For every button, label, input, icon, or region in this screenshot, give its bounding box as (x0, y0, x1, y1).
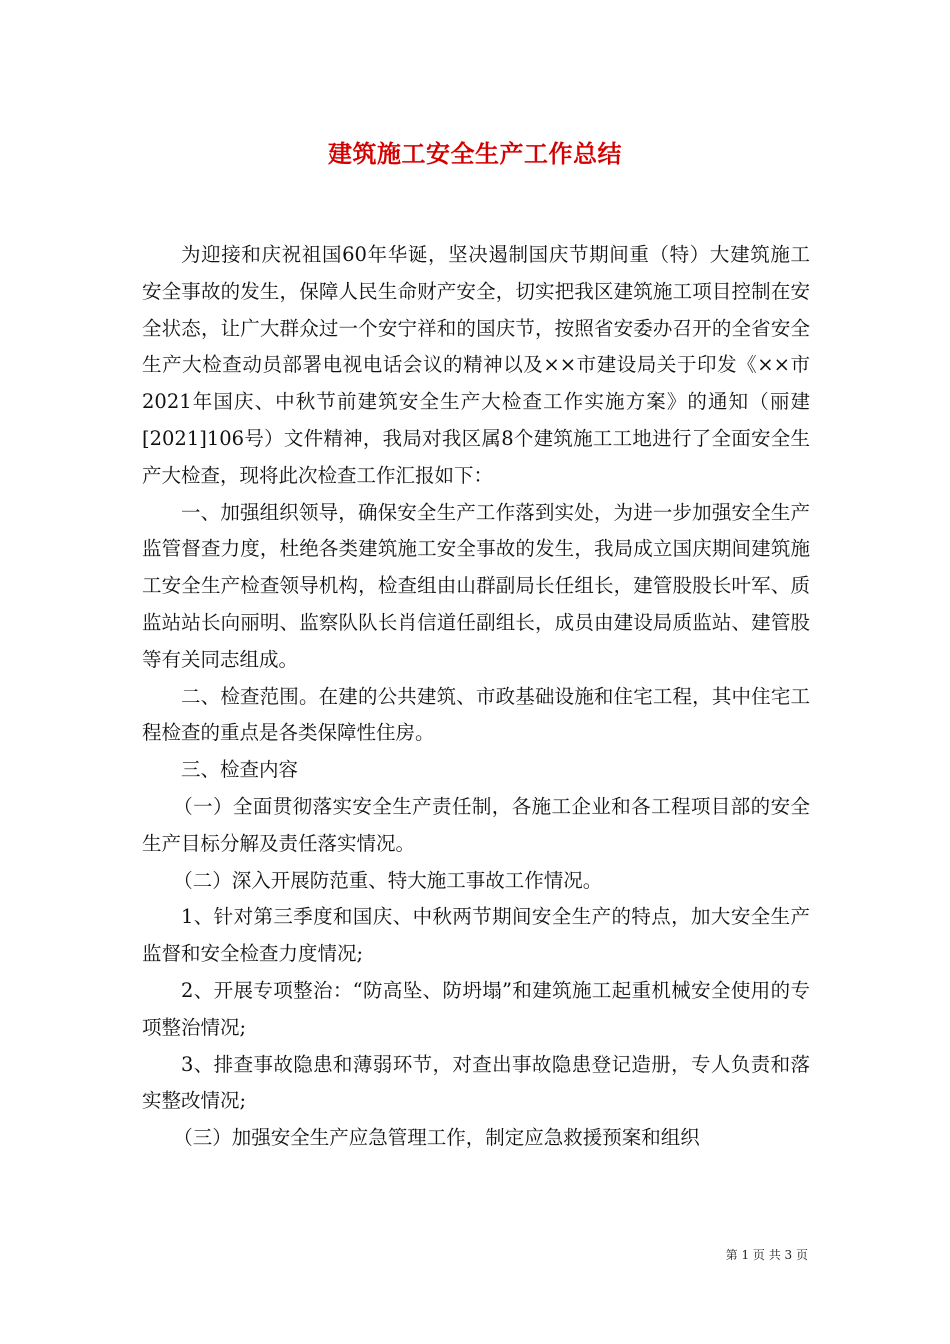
paragraph-subitem-2: 2、开展专项整治：“防高坠、防坍塌”和建筑施工起重机械安全使用的专项整治情况; (142, 978, 810, 1039)
paragraph-section-1: 一、加强组织领导，确保安全生产工作落到实处，为进一步加强安全生产监管督查力度，杜绝各类建筑施工安全事故的发生，我局成立国庆期间建筑施工安全生产检查领导机构，检查组由山群副局长任组长，建管股股长叶军、质监站站长向丽明、监察队队长肖信道任副组长，成员由建设局质监站、建管股等有关同志组成。 (142, 500, 810, 671)
page-number-footer: 第 1 页 共 3 页 (725, 1248, 808, 1262)
paragraph-item-2: （二）深入开展防范重、特大施工事故工作情况。 (173, 868, 603, 892)
paragraph-subitem-1: 1、针对第三季度和国庆、中秋两节期间安全生产的特点，加大安全生产监督和安全检查力度情况; (142, 905, 810, 966)
paragraph-section-2: 二、检查范围。在建的公共建筑、市政基础设施和住宅工程，其中住宅工程检查的重点是各类保障性住房。 (142, 684, 810, 745)
paragraph-subitem-3: 3、排查事故隐患和薄弱环节，对查出事故隐患登记造册，专人负责和落实整改情况; (142, 1052, 810, 1113)
paragraph-section-3-heading: 三、检查内容 (181, 758, 299, 782)
document-body (142, 237, 810, 1157)
document-title: 建筑施工安全生产工作总结 (328, 140, 622, 168)
paragraph-item-3: （三）加强安全生产应急管理工作，制定应急救援预案和组织 (173, 1126, 700, 1150)
paragraph-item-1: （一）全面贯彻落实安全生产责任制，各施工企业和各工程项目部的安全生产目标分解及责任落实情况。 (142, 794, 810, 855)
paragraph-intro: 为迎接和庆祝祖国60年华诞，坚决遏制国庆节期间重（特）大建筑施工安全事故的发生，保障人民生命财产安全，切实把我区建筑施工项目控制在安全状态，让广大群众过一个安宁祥和的国庆节，按照省安委办召开的全省安全生产大检查动员部署电视电话会议的精神以及××市建设局关于印发《××市2021年国庆、中秋节前建筑安全生产大检查工作实施方案》的通知（丽建[2021]106号）文件精神，我局对我区属8个建筑施工工地进行了全面安全生产大检查，现将此次检查工作汇报如下： (142, 243, 810, 487)
